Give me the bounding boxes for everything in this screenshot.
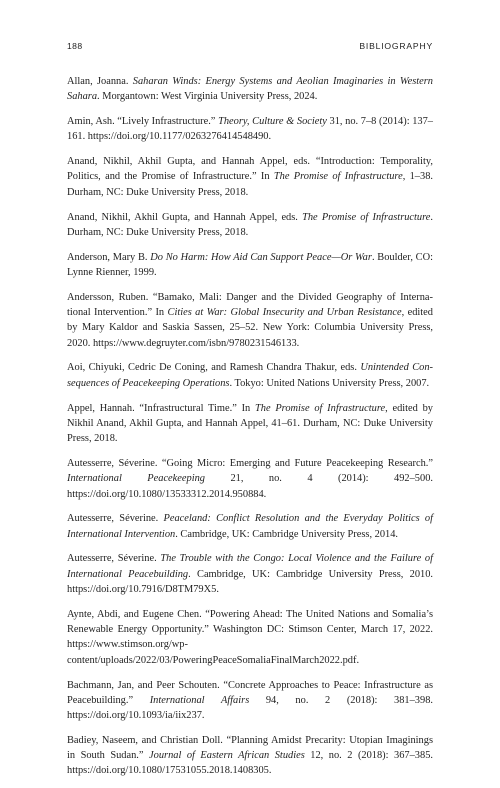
entry-text: . Cambridge, UK: Cambridge University Press, 2014. [175,528,399,540]
entry-text: Andersson, Ruben. “Bamako, Mali: Danger and the Divided Geography of International Intervention.” In [67,291,433,319]
entry-title: Theory, Culture & Society [218,116,327,128]
bibliography-entry [67,607,433,668]
entry-text: 21, no. 4 (2014): 492–500. https://doi.org/10.1080/13533312.2014.950884. [67,473,433,500]
entry-text: Allan, Joanna. [67,76,133,87]
entry-title: International Peacekeeping [67,473,205,485]
entry-title: Saharan Winds: Energy Systems and Aeolian Imaginaries in Western Sahara [67,76,433,103]
entry-text: . Morgantown: West Virginia University Press, 2024. [97,91,318,103]
bibliography-entry [67,250,433,281]
bibliography-entry [67,401,433,447]
entry-title: The Trouble with the Congo: Local Violence and the Failure of International Peacebuilding [67,553,433,580]
entry-title: Journal of Eastern African Studies [149,750,305,762]
bibliography-entry [67,551,433,597]
entry-title: Cities at War: Global Insecurity and Urban Resistance [167,307,402,319]
entry-text: 31, no. 7–8 (2014): 137–161. https://doi.org/10.1177/0263276414548490. [67,116,433,143]
bibliography-entry [67,678,433,724]
bibliography-entry [67,114,433,145]
entry-text: 94, no. 2 (2018): 381–398. https://doi.org/10.1093/ia/iix237. [67,694,433,722]
entry-text: Autesserre, Séverine. “Going Micro: Emerging and Future Peacekeeping Research.” [67,457,433,469]
bibliography-entry [67,733,433,779]
entry-text: . Boulder, CO: Lynne Rienner, 1999. [67,251,433,278]
bibliography-entry [67,154,433,200]
bibliography-entry [67,456,433,502]
entry-title: Peaceland: Conflict Resolution and the Everyday Politics of International Intervention [67,513,434,540]
bibliography-entry [67,74,433,105]
entry-text: , edited by Nikhil Anand, Akhil Gupta, and Hannah Appel, 41–61. Durham, NC: Duke University Press, 2018. [67,402,433,445]
entry-text: Anderson, Mary B. [67,251,151,263]
entry-text: Autesserre, Séverine. [67,553,161,565]
page-header [67,41,433,55]
entry-title: Do No Harm: How Aid Can Support Peace—Or War [150,251,372,263]
entry-text: Anand, Nikhil, Akhil Gupta, and Hannah Appel, eds. “Introduction: Temporality, Politics, and the Promise of Infrastructure.” In [67,156,433,183]
entry-title: International Affairs [149,694,250,706]
entry-text: Aynte, Abdi, and Eugene Chen. “Powering Ahead: The United Nations and Somalia’s Renewable Energy Opportunity.” Washington DC: Stimson Center, March 17, 2022. https://www.stimson.org/wp-content/uploads/2022/03/PoweringPeaceSomaliaFinalMarch2022.pdf. [67,608,433,666]
page-number: 188 [67,41,83,51]
entry-text: . Tokyo: United Nations University Press, 2007. [229,377,430,389]
entry-text: , edited by Mary Kaldor and Saskia Sassen, 25–52. New York: Columbia University Press, 2020. https://www.degruyter.com/isbn/9780231546133. [67,307,433,349]
entry-text: Bachmann, Jan, and Peer Schouten. “Concrete Approaches to Peace: Infrastructure as Peacebuilding.” [67,679,433,706]
entry-text: . Durham, NC: Duke University Press, 2018. [67,211,434,238]
bibliography-entry [67,290,433,351]
bibliography-entry [67,511,433,542]
entry-text: Anand, Nikhil, Akhil Gupta, and Hannah Appel, eds. [67,211,303,223]
entry-text: Badiey, Naseem, and Christian Doll. “Planning Amidst Precarity: Utopian Imaginings in South Sudan.” [67,734,433,762]
entry-text: Aoi, Chiyuki, Cedric De Coning, and Ramesh Chandra Thakur, eds. [67,362,361,374]
bibliography-list [67,74,433,788]
entry-title: Unintended Consequences of Peacekeeping Operations [67,362,433,389]
entry-text: . Cambridge, UK: Cambridge University Press, 2010. https://doi.org/10.7916/D8TM79X5. [67,568,434,596]
entry-text: Autesserre, Séverine. [67,513,164,525]
entry-text: , 1–38. Durham, NC: Duke University Press, 2018. [67,171,433,198]
entry-text: 12, no. 2 (2018): 367–385. https://doi.org/10.1080/17531055.2018.1408305. [67,750,433,777]
entry-text: Appel, Hannah. “Infrastructural Time.” In [67,402,255,414]
bibliography-entry [67,360,433,391]
running-head: BIBLIOGRAPHY [359,41,433,51]
bibliography-entry [67,210,433,241]
entry-title: The Promise of Infrastructure [254,402,386,414]
entry-title: The Promise of Infrastructure [302,211,431,223]
entry-text: Amin, Ash. “Lively Infrastructure.” [67,116,219,128]
entry-title: The Promise of Infrastructure [273,171,403,183]
